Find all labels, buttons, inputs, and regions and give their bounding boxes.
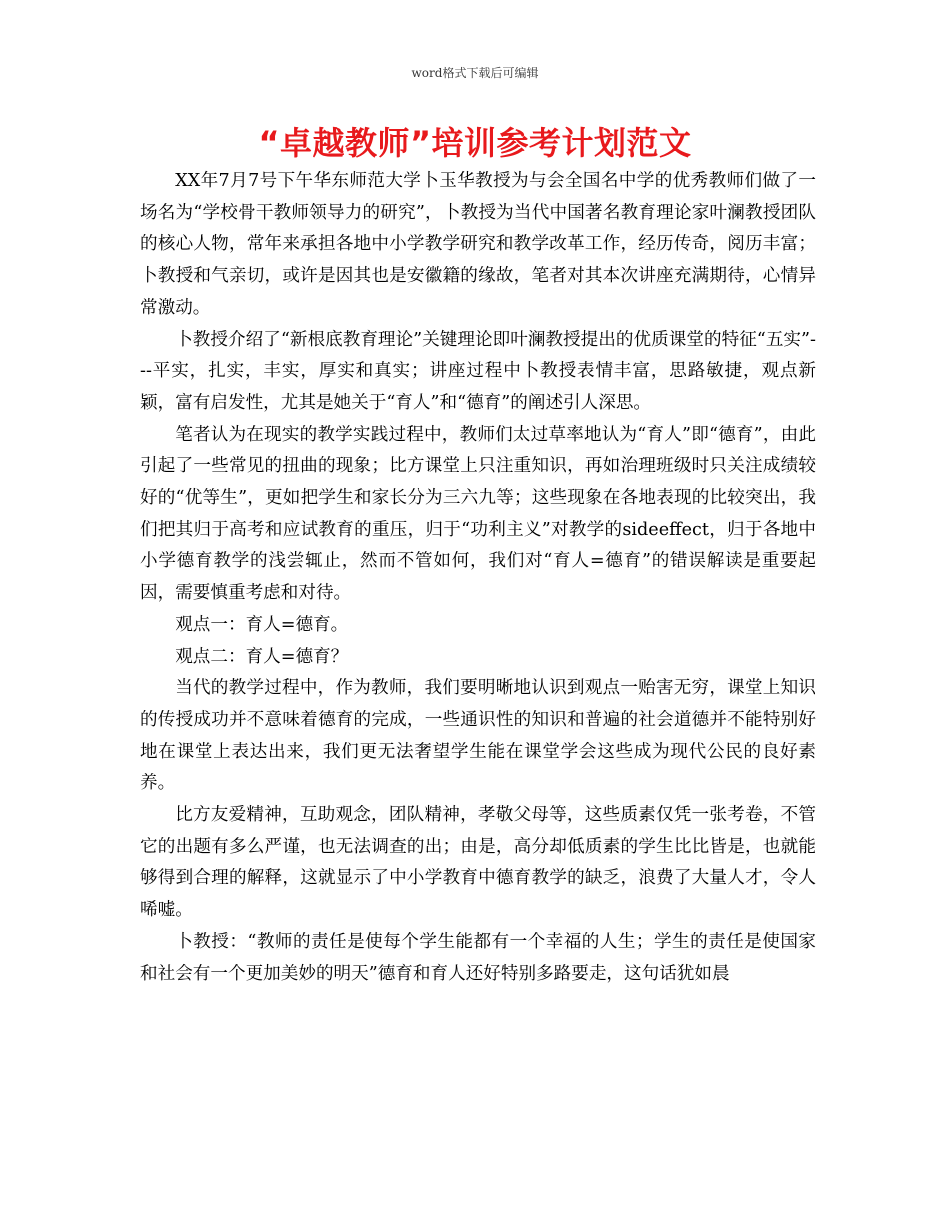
paragraph: 卜教授：“教师的责任是使每个学生能都有一个幸福的人生；学生的责任是使国家和社会有一个更加美妙的明天”德育和育人还好特别多路要走，这句话犹如晨: [140, 931, 816, 984]
paragraph: 卜教授介绍了“新根底教育理论”关键理论即叶澜教授提出的优质课堂的特征“五实”---平实，扎实，丰实，厚实和真实；讲座过程中卜教授表情丰富，思路敏捷，观点新颖，富有启发性，尤其是她关于“育人”和“德育”的阐述引人深思。: [140, 329, 816, 413]
paragraph: 观点二：育人=德育？: [175, 646, 349, 667]
paragraph: 笔者认为在现实的教学实践过程中，教师们太过草率地认为“育人”即“德育”，由此引起了一些常见的扭曲的现象；比方课堂上只注重知识，再如治理班级时只关注成绩较好的“优等生”，更如把学生和家长分为三六九等；这些现象在各地表现的比较突出，我们把其归于高考和应试教育的重压，归于“功利主义”对教学的sideeffect，归于各地中小学德育教学的浅尝辄止，然而不管如何，我们对“育人=德育”的错误解读是重要起因，需要慎重考虑和对待。: [140, 424, 816, 604]
paragraph: 当代的教学过程中，作为教师，我们要明晰地认识到观点一贻害无穷，课堂上知识的传授成功并不意味着德育的完成，一些通识性的知识和普遍的社会道德并不能特别好地在课堂上表达出来，我们更无法奢望学生能在课堂学会这些成为现代公民的良好素养。: [140, 678, 816, 794]
header-note: word格式下载后可编辑: [411, 66, 539, 80]
paragraph: XX年7月7号下午华东师范大学卜玉华教授为与会全国名中学的优秀教师们做了一场名为“学校骨干教师领导力的研究”，卜教授为当代中国著名教育理论家叶澜教授团队的核心人物，常年来承担各地中小学教学研究和教学改革工作，经历传奇，阅历丰富；卜教授和气亲切，或许是因其也是安徽籍的缘故，笔者对其本次讲座充满期待，心情异常激动。: [140, 171, 816, 318]
document-title: “卓越教师”培训参考计划范文: [258, 124, 692, 162]
paragraph: 观点一：育人=德育。: [175, 614, 349, 635]
paragraph: 比方友爱精神，互助观念，团队精神，孝敬父母等，这些质素仅凭一张考卷，不管它的出题有多么严谨，也无法调查的出；由是，高分却低质素的学生比比皆是，也就能够得到合理的解释，这就显示了中小学教育中德育教学的缺乏，浪费了大量人才，令人唏嘘。: [140, 805, 816, 921]
document-body: [140, 166, 816, 990]
